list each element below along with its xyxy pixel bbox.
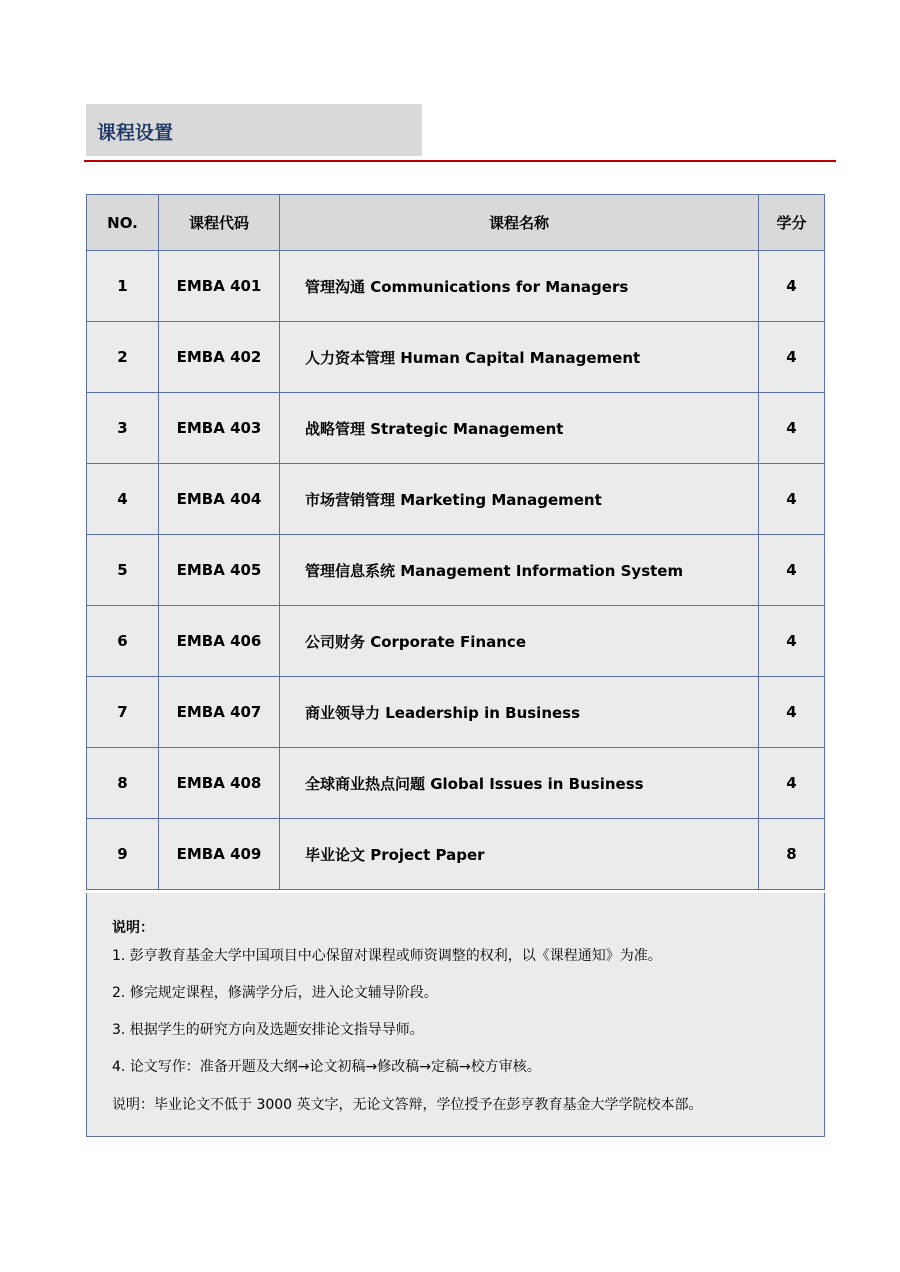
notes-box bbox=[86, 893, 825, 1137]
row-no: 2 bbox=[87, 322, 159, 393]
row-name: 管理信息系统 Management Information System bbox=[280, 535, 759, 606]
table-row bbox=[87, 322, 825, 393]
header-no: NO. bbox=[87, 195, 159, 251]
row-name: 公司财务 Corporate Finance bbox=[280, 606, 759, 677]
row-credit: 4 bbox=[759, 748, 825, 819]
row-name: 全球商业热点问题 Global Issues in Business bbox=[280, 748, 759, 819]
row-no: 9 bbox=[87, 819, 159, 890]
table-row bbox=[87, 606, 825, 677]
header-name: 课程名称 bbox=[280, 195, 759, 251]
row-no: 3 bbox=[87, 393, 159, 464]
row-name: 毕业论文 Project Paper bbox=[280, 819, 759, 890]
row-no: 5 bbox=[87, 535, 159, 606]
table-row bbox=[87, 819, 825, 890]
row-no: 1 bbox=[87, 251, 159, 322]
row-code: EMBA 407 bbox=[159, 677, 280, 748]
section-title-box bbox=[86, 104, 422, 156]
table-row bbox=[87, 677, 825, 748]
row-code: EMBA 409 bbox=[159, 819, 280, 890]
row-code: EMBA 406 bbox=[159, 606, 280, 677]
row-no: 4 bbox=[87, 464, 159, 535]
table-row bbox=[87, 535, 825, 606]
row-code: EMBA 403 bbox=[159, 393, 280, 464]
table-row bbox=[87, 393, 825, 464]
row-credit: 4 bbox=[759, 322, 825, 393]
course-table bbox=[86, 194, 825, 890]
header-code: 课程代码 bbox=[159, 195, 280, 251]
row-name: 人力资本管理 Human Capital Management bbox=[280, 322, 759, 393]
row-no: 6 bbox=[87, 606, 159, 677]
row-code: EMBA 408 bbox=[159, 748, 280, 819]
row-name: 商业领导力 Leadership in Business bbox=[280, 677, 759, 748]
row-no: 7 bbox=[87, 677, 159, 748]
row-code: EMBA 404 bbox=[159, 464, 280, 535]
note-line-1: 1. 彭亨教育基金大学中国项目中心保留对课程或师资调整的权利，以《课程通知》为准。 bbox=[112, 948, 662, 964]
row-name: 战略管理 Strategic Management bbox=[280, 393, 759, 464]
note-line-2: 2. 修完规定课程，修满学分后，进入论文辅导阶段。 bbox=[112, 985, 438, 1001]
note-line-3: 3. 根据学生的研究方向及选题安排论文指导导师。 bbox=[112, 1022, 424, 1038]
row-credit: 4 bbox=[759, 535, 825, 606]
header-credit: 学分 bbox=[759, 195, 825, 251]
row-credit: 8 bbox=[759, 819, 825, 890]
note-line-4: 4. 论文写作：准备开题及大纲→论文初稿→修改稿→定稿→校方审核。 bbox=[112, 1059, 541, 1075]
row-name: 市场营销管理 Marketing Management bbox=[280, 464, 759, 535]
row-credit: 4 bbox=[759, 393, 825, 464]
row-no: 8 bbox=[87, 748, 159, 819]
title-divider bbox=[84, 160, 836, 162]
row-code: EMBA 401 bbox=[159, 251, 280, 322]
row-code: EMBA 402 bbox=[159, 322, 280, 393]
notes-heading: 说明： bbox=[112, 920, 154, 936]
row-credit: 4 bbox=[759, 464, 825, 535]
row-code: EMBA 405 bbox=[159, 535, 280, 606]
table-row bbox=[87, 748, 825, 819]
table-row bbox=[87, 251, 825, 322]
table-header-row bbox=[87, 195, 825, 251]
row-credit: 4 bbox=[759, 606, 825, 677]
table-row bbox=[87, 464, 825, 535]
row-credit: 4 bbox=[759, 677, 825, 748]
row-credit: 4 bbox=[759, 251, 825, 322]
note-line-5: 说明：毕业论文不低于 3000 英文字，无论文答辩，学位授予在彭亨教育基金大学学院校本部。 bbox=[112, 1097, 703, 1113]
section-title: 课程设置 bbox=[97, 122, 174, 144]
row-name: 管理沟通 Communications for Managers bbox=[280, 251, 759, 322]
